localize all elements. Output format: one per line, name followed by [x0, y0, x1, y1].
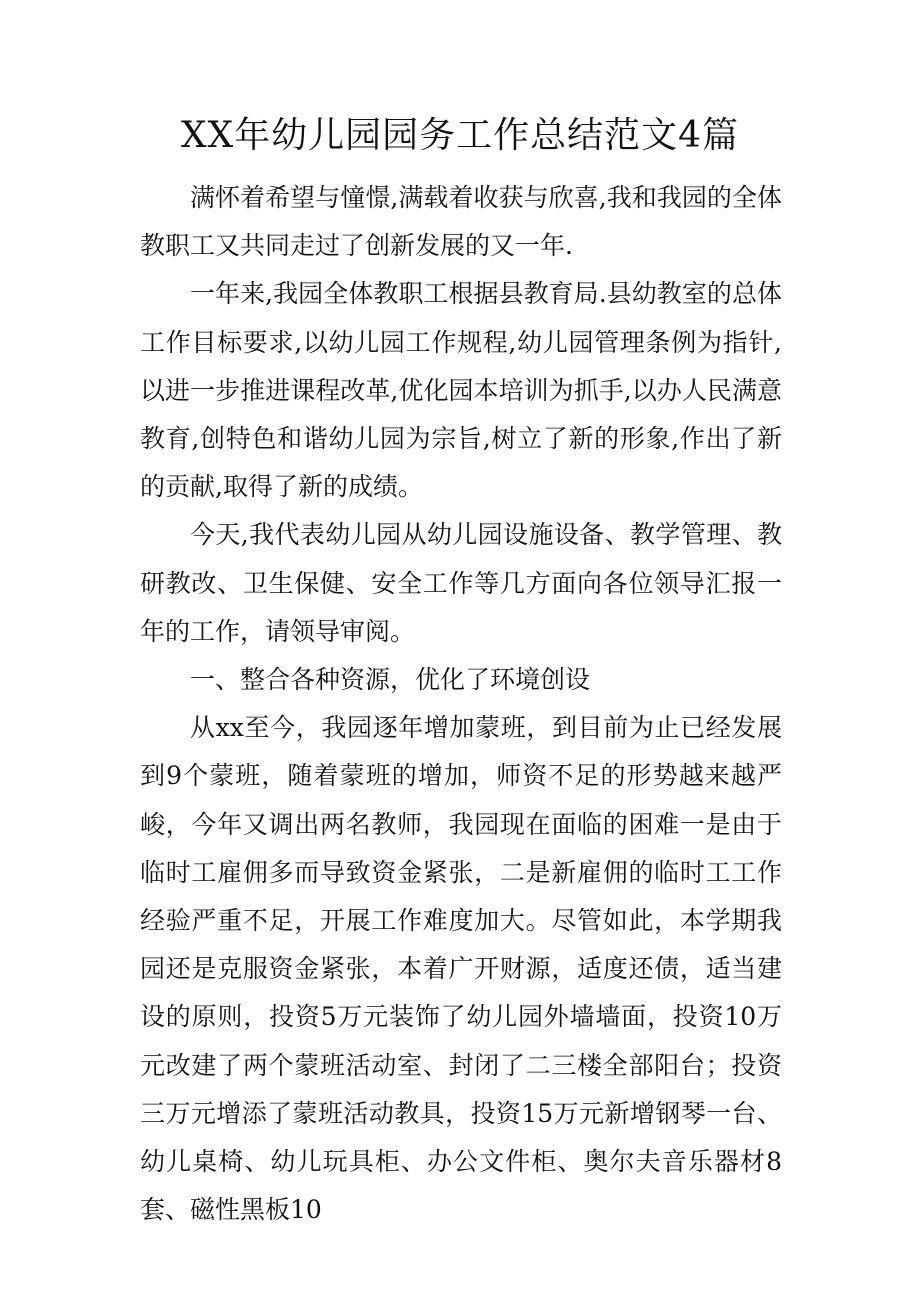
section-heading: 一、整合各种资源，优化了环境创设 [190, 665, 591, 695]
intro-paragraph: 满怀着希望与憧憬,满载着收获与欣喜,我和我园的全体教职工又共同走过了创新发展的又一年. [140, 183, 782, 261]
report-scope-paragraph: 今天,我代表幼儿园从幼儿园设施设备、教学管理、教研教改、卫生保健、安全工作等几方面向各位领导汇报一年的工作，请领导审阅。 [140, 520, 782, 646]
overview-paragraph: 一年来,我园全体教职工根据县教育局.县幼教室的总体工作目标要求,以幼儿园工作规程,幼儿园管理条例为指针,以进一步推进课程改革,优化园本培训为抓手,以办人民满意教育,创特色和谐幼儿园为宗旨,树立了新的形象,作出了新的贡献,取得了新的成绩。 [140, 279, 782, 502]
document-body [140, 174, 782, 1234]
resources-paragraph: 从xx至今，我园逐年增加蒙班，到目前为止已经发展到9个蒙班，随着蒙班的增加，师资不足的形势越来越严峻，今年又调出两名教师，我园现在面临的困难一是由于临时工雇佣多而导致资金紧张，二是新雇佣的临时工工作经验严重不足，开展工作难度加大。尽管如此，本学期我园还是克服资金紧张，本着广开财源，适度还债，适当建设的原则，投资5万元装饰了幼儿园外墙墙面，投资10万元改建了两个蒙班活动室、封闭了二三楼全部阳台；投资三万元增添了蒙班活动教具，投资15万元新增钢琴一台、幼儿桌椅、幼儿玩具柜、办公文件柜、奥尔夫音乐器材8套、磁性黑板10 [140, 713, 782, 1225]
document-title: XX年幼儿园园务工作总结范文4篇 [180, 115, 740, 156]
